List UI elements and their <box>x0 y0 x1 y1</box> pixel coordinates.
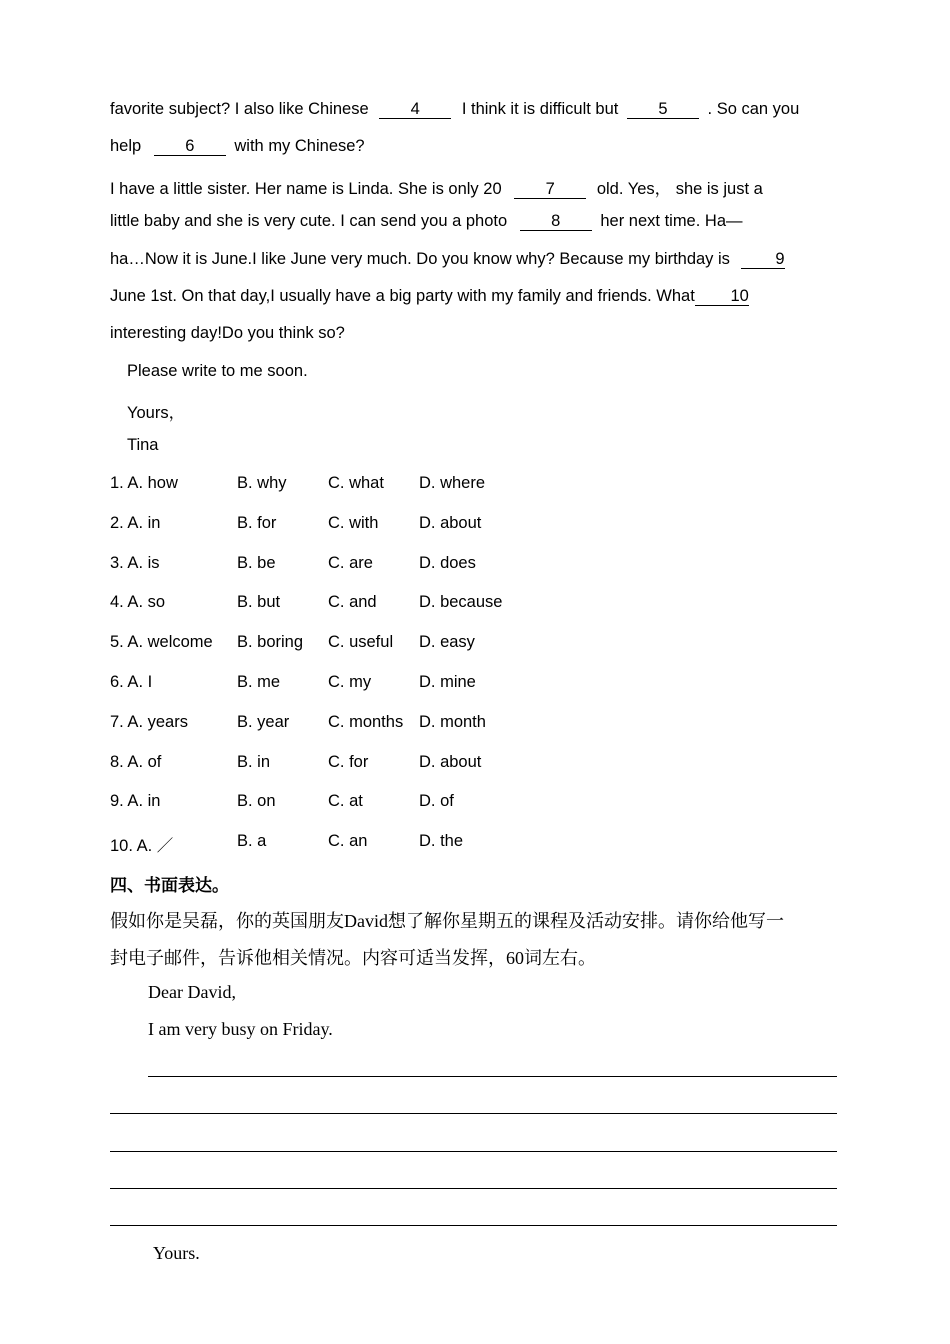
passage-text: old. Yes， she is just a <box>596 180 763 198</box>
writing-prompt-line-2: 封电子邮件，告诉他相关情况。内容可适当发挥，60词左右。 <box>110 948 596 968</box>
blank-9: 9 <box>741 251 785 269</box>
option-7-d: D. month <box>419 712 486 731</box>
option-1-c: C. what <box>328 474 384 492</box>
section-heading: 四、书面表达。 <box>110 876 229 896</box>
option-1-a: 1. A. how <box>110 474 178 492</box>
passage-text: favorite subject? I also like Chinese <box>110 100 369 118</box>
passage-text: I think it is difficult but <box>461 100 619 118</box>
passage-line-3 <box>110 175 763 199</box>
passage-line-5 <box>110 250 785 269</box>
letter-signature: Tina <box>127 436 159 454</box>
letter-yours: Yours， <box>127 404 186 422</box>
writing-line <box>148 1076 837 1077</box>
email-starter: I am very busy on Friday. <box>148 1019 333 1039</box>
blank-5: 5 <box>627 101 699 119</box>
option-5-c: C. useful <box>328 633 394 652</box>
option-8-b: B. in <box>237 752 271 771</box>
option-9-c: C. at <box>328 792 363 811</box>
option-9-b: B. on <box>237 792 276 811</box>
passage-line-2 <box>110 137 365 156</box>
option-4-d: D. because <box>419 593 503 612</box>
passage-text: with my Chinese? <box>234 137 365 155</box>
passage-line-6 <box>110 287 749 306</box>
passage-line-4 <box>110 212 743 231</box>
writing-prompt-line-1: 假如你是吴磊，你的英国朋友David想了解你星期五的课程及活动安排。请你给他写一 <box>110 911 784 931</box>
option-10-b: B. a <box>237 832 267 851</box>
option-3-c: C. are <box>328 553 373 572</box>
passage-text: ha…Now it is June.I like June very much. Do you know why? Because my birthday is <box>110 250 730 268</box>
option-4-a: 4. A. so <box>110 593 166 612</box>
option-8-d: D. about <box>419 752 482 771</box>
passage-text: help <box>110 137 142 155</box>
passage-text: . So can you <box>707 100 800 118</box>
option-3-b: B. be <box>237 553 276 572</box>
option-1-b: B. why <box>237 474 287 492</box>
email-closing: Yours. <box>153 1243 200 1263</box>
option-1-d: D. where <box>419 474 486 492</box>
option-6-a: 6. A. I <box>110 673 153 691</box>
option-6-d: D. mine <box>419 673 476 691</box>
passage-text: little baby and she is very cute. I can send you a photo <box>110 212 508 230</box>
email-greeting: Dear David, <box>148 982 236 1002</box>
passage-text: her next time. Ha— <box>600 212 743 230</box>
option-4-c: C. and <box>328 593 377 612</box>
option-10-a: 10. A. ／ <box>110 837 174 856</box>
writing-line <box>110 1113 837 1114</box>
option-2-c: C. with <box>328 513 379 532</box>
option-2-d: D. about <box>419 513 482 532</box>
writing-line <box>110 1188 837 1189</box>
option-5-a: 5. A. welcome <box>110 633 213 652</box>
passage-text: June 1st. On that day,I usually have a big party with my family and friends. What <box>110 287 695 305</box>
option-9-a: 9. A. in <box>110 792 161 811</box>
passage-line-7: interesting day!Do you think so? <box>110 324 345 342</box>
option-10-c: C. an <box>328 832 368 851</box>
passage-line-1 <box>110 100 799 119</box>
option-3-a: 3. A. is <box>110 553 160 572</box>
passage-text: I have a little sister. Her name is Linda. She is only 20 <box>110 180 502 198</box>
option-5-d: D. easy <box>419 633 475 652</box>
option-6-b: B. me <box>237 673 281 691</box>
blank-4: 4 <box>379 101 451 119</box>
blank-10: 10 <box>695 288 749 306</box>
option-8-c: C. for <box>328 752 369 771</box>
option-10-d: D. the <box>419 832 464 851</box>
option-8-a: 8. A. of <box>110 752 162 771</box>
blank-6: 6 <box>154 138 226 156</box>
option-4-b: B. but <box>237 593 281 612</box>
writing-line <box>110 1225 837 1226</box>
writing-line <box>110 1151 837 1152</box>
option-7-b: B. year <box>237 712 290 731</box>
option-2-a: 2. A. in <box>110 513 161 532</box>
option-3-d: D. does <box>419 553 476 572</box>
option-9-d: D. of <box>419 792 454 811</box>
option-7-c: C. months <box>328 712 404 731</box>
option-7-a: 7. A. years <box>110 712 188 731</box>
letter-closing-line: Please write to me soon. <box>127 362 308 380</box>
option-2-b: B. for <box>237 513 277 532</box>
blank-8: 8 <box>520 213 592 231</box>
option-5-b: B. boring <box>237 633 304 652</box>
blank-7: 7 <box>514 181 586 199</box>
option-6-c: C. my <box>328 673 372 691</box>
